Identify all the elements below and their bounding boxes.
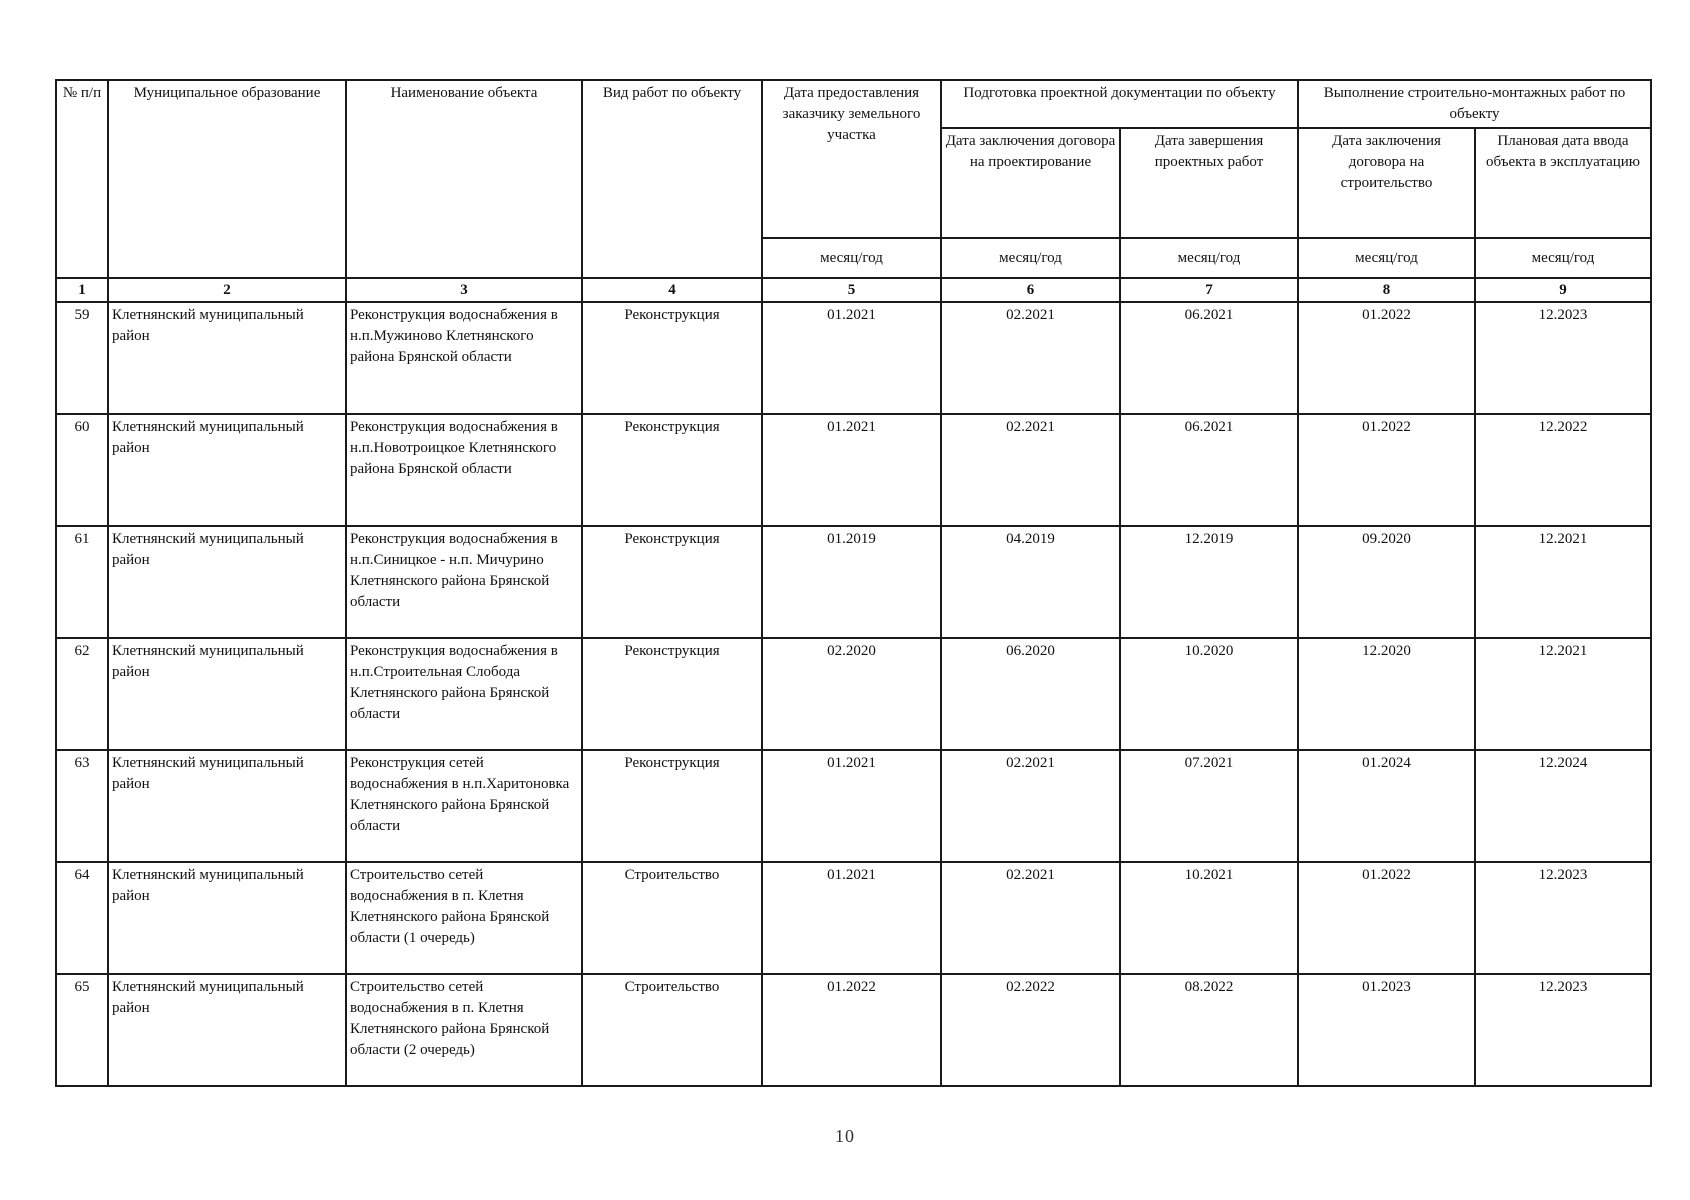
row-work-type: Реконструкция	[582, 414, 762, 526]
row-index: 64	[56, 862, 108, 974]
row-work-type: Строительство	[582, 862, 762, 974]
row-index: 65	[56, 974, 108, 1086]
row-build-contract: 01.2022	[1298, 414, 1475, 526]
row-object-name: Строительство сетей водоснабжения в п. Клетня Клетнянского района Брянской области (2 очередь)	[346, 974, 582, 1086]
header-work-type: Вид работ по объекту	[582, 80, 762, 278]
header-design-end: Дата завершения проектных работ	[1120, 128, 1298, 238]
row-municipality: Клетнянский муниципальный район	[108, 526, 346, 638]
row-design-end: 12.2019	[1120, 526, 1298, 638]
row-municipality: Клетнянский муниципальный район	[108, 862, 346, 974]
table-row	[56, 862, 1651, 974]
column-number: 1	[56, 278, 108, 302]
header-object-name: Наименование объекта	[346, 80, 582, 278]
row-index: 62	[56, 638, 108, 750]
row-commission-date: 12.2021	[1475, 526, 1651, 638]
row-work-type: Реконструкция	[582, 526, 762, 638]
row-index: 60	[56, 414, 108, 526]
row-design-contract: 02.2021	[941, 302, 1120, 414]
row-index: 59	[56, 302, 108, 414]
column-number: 8	[1298, 278, 1475, 302]
row-land-date: 01.2021	[762, 750, 941, 862]
column-number: 7	[1120, 278, 1298, 302]
row-work-type: Реконструкция	[582, 750, 762, 862]
row-object-name: Реконструкция водоснабжения в н.п.Мужиново Клетнянского района Брянской области	[346, 302, 582, 414]
header-design-contract: Дата заключения договора на проектирование	[941, 128, 1120, 238]
column-number: 5	[762, 278, 941, 302]
row-object-name: Реконструкция сетей водоснабжения в н.п.Харитоновка Клетнянского района Брянской области	[346, 750, 582, 862]
row-commission-date: 12.2023	[1475, 862, 1651, 974]
header-land-date: Дата предоставления заказчику земельного участка	[762, 80, 941, 238]
row-commission-date: 12.2021	[1475, 638, 1651, 750]
unit-label: месяц/год	[1120, 238, 1298, 278]
row-work-type: Строительство	[582, 974, 762, 1086]
row-municipality: Клетнянский муниципальный район	[108, 414, 346, 526]
row-design-end: 10.2021	[1120, 862, 1298, 974]
unit-label: месяц/год	[941, 238, 1120, 278]
header-municipality: Муниципальное образование	[108, 80, 346, 278]
row-design-contract: 02.2021	[941, 750, 1120, 862]
row-municipality: Клетнянский муниципальный район	[108, 302, 346, 414]
header-group-construction: Выполнение строительно-монтажных работ по объекту	[1298, 80, 1651, 128]
row-design-contract: 02.2021	[941, 414, 1120, 526]
unit-label: месяц/год	[1475, 238, 1651, 278]
row-municipality: Клетнянский муниципальный район	[108, 750, 346, 862]
header-group-design: Подготовка проектной документации по объекту	[941, 80, 1298, 128]
row-design-contract: 04.2019	[941, 526, 1120, 638]
row-object-name: Реконструкция водоснабжения в н.п.Синицкое - н.п. Мичурино Клетнянского района Брянской области	[346, 526, 582, 638]
row-land-date: 01.2021	[762, 862, 941, 974]
row-design-end: 07.2021	[1120, 750, 1298, 862]
row-build-contract: 01.2022	[1298, 302, 1475, 414]
row-design-end: 06.2021	[1120, 414, 1298, 526]
header-row	[56, 80, 1651, 128]
objects-table	[55, 79, 1652, 1087]
row-design-end: 10.2020	[1120, 638, 1298, 750]
row-land-date: 01.2021	[762, 302, 941, 414]
column-number: 3	[346, 278, 582, 302]
page-number: 10	[835, 1126, 855, 1146]
row-design-contract: 06.2020	[941, 638, 1120, 750]
row-land-date: 02.2020	[762, 638, 941, 750]
row-land-date: 01.2021	[762, 414, 941, 526]
unit-label: месяц/год	[1298, 238, 1475, 278]
column-number: 6	[941, 278, 1120, 302]
unit-label: месяц/год	[762, 238, 941, 278]
document-sheet	[55, 79, 1650, 1087]
header-index: № п/п	[56, 80, 108, 278]
table-row	[56, 750, 1651, 862]
row-build-contract: 12.2020	[1298, 638, 1475, 750]
row-commission-date: 12.2023	[1475, 302, 1651, 414]
row-work-type: Реконструкция	[582, 302, 762, 414]
row-municipality: Клетнянский муниципальный район	[108, 974, 346, 1086]
row-work-type: Реконструкция	[582, 638, 762, 750]
table-row	[56, 974, 1651, 1086]
column-number: 4	[582, 278, 762, 302]
column-numbers-row	[56, 278, 1651, 302]
row-land-date: 01.2022	[762, 974, 941, 1086]
row-municipality: Клетнянский муниципальный район	[108, 638, 346, 750]
header-build-contract: Дата заключения договора на строительство	[1298, 128, 1475, 238]
table-row	[56, 526, 1651, 638]
row-build-contract: 01.2022	[1298, 862, 1475, 974]
row-commission-date: 12.2023	[1475, 974, 1651, 1086]
row-build-contract: 01.2023	[1298, 974, 1475, 1086]
row-design-contract: 02.2022	[941, 974, 1120, 1086]
row-design-contract: 02.2021	[941, 862, 1120, 974]
column-number: 9	[1475, 278, 1651, 302]
row-build-contract: 09.2020	[1298, 526, 1475, 638]
table-row	[56, 302, 1651, 414]
row-commission-date: 12.2022	[1475, 414, 1651, 526]
column-number: 2	[108, 278, 346, 302]
row-build-contract: 01.2024	[1298, 750, 1475, 862]
row-design-end: 06.2021	[1120, 302, 1298, 414]
row-design-end: 08.2022	[1120, 974, 1298, 1086]
table-row	[56, 638, 1651, 750]
row-commission-date: 12.2024	[1475, 750, 1651, 862]
row-index: 61	[56, 526, 108, 638]
row-land-date: 01.2019	[762, 526, 941, 638]
header-commission-date: Плановая дата ввода объекта в эксплуатацию	[1475, 128, 1651, 238]
row-index: 63	[56, 750, 108, 862]
row-object-name: Строительство сетей водоснабжения в п. Клетня Клетнянского района Брянской области (1 очередь)	[346, 862, 582, 974]
row-object-name: Реконструкция водоснабжения в н.п.Строительная Слобода Клетнянского района Брянской области	[346, 638, 582, 750]
table-row	[56, 414, 1651, 526]
row-object-name: Реконструкция водоснабжения в н.п.Новотроицкое Клетнянского района Брянской области	[346, 414, 582, 526]
